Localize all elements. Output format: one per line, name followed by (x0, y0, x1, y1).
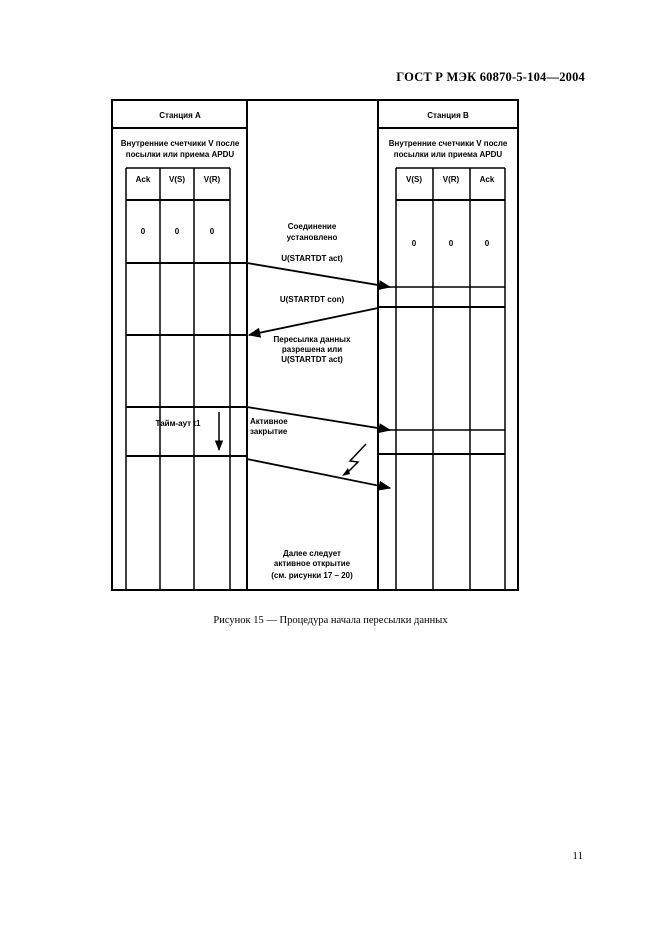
resend-line3: U(STARTDT act) (281, 355, 343, 364)
connection-established-line2: установлено (286, 233, 338, 242)
arrow-startdt-act (247, 263, 390, 287)
active-close-line2: закрытие (250, 427, 288, 436)
station-a-panel (112, 100, 247, 590)
station-b-val-vs: 0 (411, 239, 417, 248)
startdt-act-label: U(STARTDT act) (281, 254, 343, 263)
station-b-col-vr: V(R) (442, 175, 460, 184)
station-a-col-ack: Ack (135, 175, 151, 184)
resend-line1: Пересылка данных (273, 335, 351, 344)
connection-established-line1: Соединение (287, 222, 337, 231)
station-b-val-ack: 0 (484, 239, 490, 248)
station-b-title: Станция В (427, 111, 469, 120)
lightning-icon (342, 444, 366, 476)
station-a-val-ack: 0 (140, 227, 146, 236)
station-b-panel (378, 100, 518, 590)
station-a-col-vs: V(S) (169, 175, 185, 184)
station-b-col-vs: V(S) (406, 175, 422, 184)
station-a-counters-line1: Внутренние счетчики V после (120, 139, 240, 148)
resend-line2: разрешена или (281, 345, 343, 354)
station-b-col-ack: Ack (479, 175, 495, 184)
station-b-val-vr: 0 (448, 239, 454, 248)
arrow-startdt-con (249, 308, 378, 335)
station-b-counters-line2: посылки или приема APDU (393, 150, 503, 159)
station-a-counters-line2: посылки или приема APDU (125, 150, 235, 159)
station-a-val-vr: 0 (209, 227, 215, 236)
station-a-timeout-label: Тайм-аут t1 (155, 419, 201, 428)
document-header: ГОСТ Р МЭК 60870-5-104—2004 (396, 70, 585, 84)
station-a-title: Станция А (159, 111, 201, 120)
arrow-lost-message (247, 459, 390, 488)
station-a-col-vr: V(R) (203, 175, 221, 184)
active-close-line1: Активное (250, 417, 288, 426)
follow-line3: (см. рисунки 17 – 20) (271, 571, 353, 580)
station-a-val-vs: 0 (174, 227, 180, 236)
startdt-con-label: U(STARTDT con) (279, 295, 345, 304)
station-b-counters-line1: Внутренние счетчики V после (388, 139, 508, 148)
follow-line1: Далее следует (283, 549, 341, 558)
page-number: 11 (572, 850, 583, 862)
follow-line2: активное открытие (273, 559, 351, 568)
figure-caption: Рисунок 15 — Процедура начала пересылки данных (213, 615, 448, 626)
